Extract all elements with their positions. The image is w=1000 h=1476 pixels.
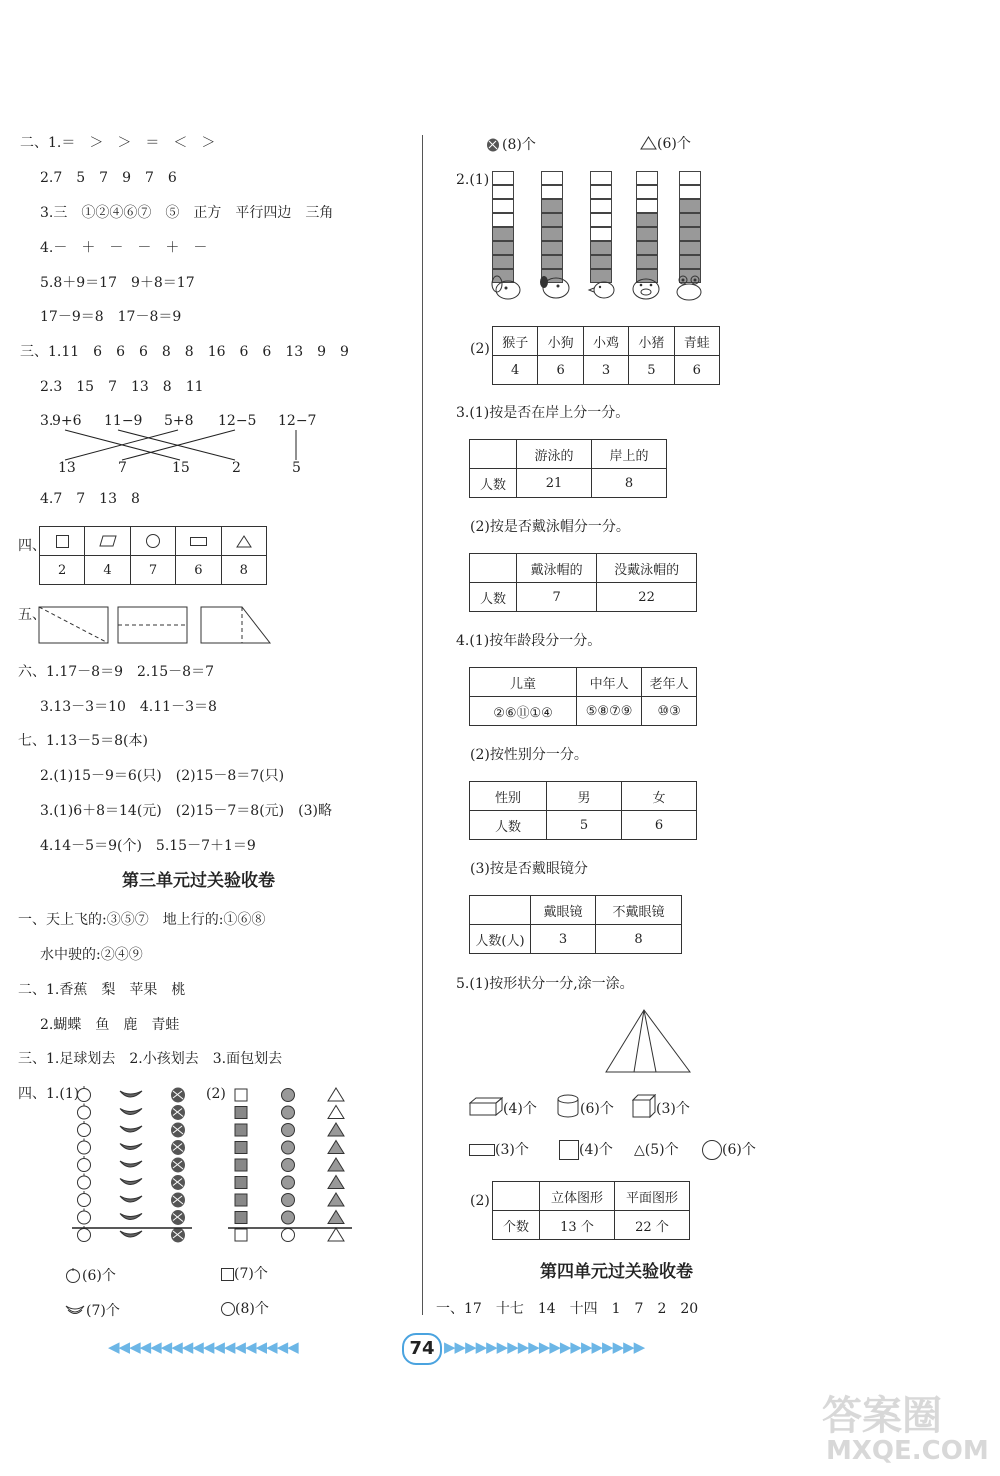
bar-cell	[541, 227, 563, 241]
right-arrows-decoration: ▶▶▶▶▶▶▶▶▶▶▶▶▶▶▶▶▶▶▶	[444, 1338, 645, 1356]
match-bottom-4: 2	[232, 460, 241, 476]
value-cell: 6	[674, 356, 719, 385]
divided-shapes	[38, 606, 274, 646]
answer-6-2: 3.13－3＝10 4.11－3＝8	[40, 699, 217, 715]
match-bottom-1: 13	[58, 460, 76, 476]
animal-row	[488, 270, 713, 306]
bar-cell	[679, 199, 701, 213]
match-top-2: 11−9	[104, 413, 143, 429]
answer-2-5a: 5.8＋9＝17 9＋8＝17	[40, 275, 195, 291]
triangle-column	[328, 1088, 344, 1241]
bar-cell	[492, 241, 514, 255]
unit3-answer-3: 三、1.足球划去 2.小孩划去 3.面包划去	[18, 1051, 283, 1067]
watermark-url: MXQE.COM	[826, 1436, 989, 1466]
square-count: (7)个	[221, 1267, 268, 1281]
bar-cell	[679, 227, 701, 241]
header-cell: 猴子	[493, 327, 538, 356]
shape-count-table	[39, 526, 267, 585]
bar-cell	[679, 171, 701, 185]
answer-7-1: 七、1.13－5＝8(本)	[18, 733, 148, 749]
apple-column	[78, 1086, 91, 1242]
triangle-icon	[236, 535, 252, 548]
bar-cell	[590, 171, 612, 185]
bar-cell	[492, 199, 514, 213]
chick-icon	[589, 282, 614, 298]
triangle-icon	[640, 136, 657, 150]
answer-2-5b: 17－9＝8 17－8＝9	[40, 309, 182, 325]
left-arrows-decoration: ◀◀◀◀◀◀◀◀◀◀◀◀◀◀◀◀◀◀	[108, 1338, 298, 1356]
apple-icon	[64, 1267, 82, 1283]
answer-3-1: 三、1.11 6 6 6 8 8 16 6 6 13 9 9	[20, 344, 349, 360]
bar-cell	[636, 171, 658, 185]
unit3-answer-2a: 二、1.香蕉 梨 苹果 桃	[18, 982, 186, 998]
bar-cell	[492, 171, 514, 185]
answer-2-2: 2.7 5 7 9 7 6	[40, 170, 177, 186]
unit3-answer-4-2-label: (2)	[206, 1086, 226, 1102]
square-cell	[40, 527, 85, 556]
match-bottom-3: 15	[172, 460, 190, 476]
gender-table: 性别 男 女 人数 5 6	[469, 781, 697, 840]
pyramid-figure	[604, 1008, 692, 1074]
bar-cell	[590, 255, 612, 269]
question-3-1: 3.(1)按是否在岸上分一分。	[456, 405, 630, 421]
cuboid-icon	[469, 1097, 503, 1117]
bar-cell	[492, 185, 514, 199]
bar-cell	[679, 255, 701, 269]
answer-2-1: 二、1.＝ ＞ ＞ ＝ ＜ ＞	[20, 135, 216, 151]
question-5-1: 5.(1)按形状分一分,涂一涂。	[456, 976, 634, 992]
question-5-2-label: (2)	[470, 1193, 490, 1209]
bar-cell	[590, 213, 612, 227]
banana-column	[120, 1091, 142, 1237]
rectangle-icon	[190, 537, 207, 546]
glasses-table: 戴眼镜 不戴眼镜 人数(人) 3 8	[469, 895, 682, 954]
watermark-logo: 答案圈	[822, 1393, 942, 1439]
count-cell: 6	[176, 556, 221, 585]
circle-icon	[221, 1302, 235, 1316]
cylinder-count: (6)个	[556, 1094, 614, 1118]
bar-cell	[636, 255, 658, 269]
bar-cell	[590, 199, 612, 213]
bar-cell	[679, 213, 701, 227]
bar-cell	[541, 255, 563, 269]
circle-count-right: (6)个	[702, 1140, 756, 1160]
triangle-cell	[221, 527, 266, 556]
match-bottom-2: 7	[118, 460, 127, 476]
fruit-count: (8)个	[484, 136, 536, 152]
cube-count: (3)个	[632, 1094, 690, 1118]
unit3-answer-1a: 一、天上飞的:③⑤⑦ 地上行的:①⑥⑧	[18, 912, 266, 928]
question-4-2: (2)按性别分一分。	[470, 747, 588, 763]
parallelogram-cell	[85, 527, 130, 556]
unit3-answer-4-label: 四、1.(1)	[18, 1086, 80, 1102]
match-top-1: 9+6	[52, 413, 82, 429]
unit3-answer-2b: 2.蝴蝶 鱼 鹿 青蛙	[40, 1017, 180, 1033]
swim-table-2: 戴泳帽的 没戴泳帽的 人数 7 22	[469, 553, 697, 612]
answer-6-1: 六、1.17－8＝9 2.15－8＝7	[18, 664, 214, 680]
frog-icon	[677, 276, 701, 300]
pig-icon	[633, 279, 659, 299]
count-cell: 8	[221, 556, 266, 585]
header-cell: 小猪	[629, 327, 674, 356]
count-cell: 7	[130, 556, 175, 585]
question-4-1: 4.(1)按年龄段分一分。	[456, 633, 602, 649]
bar-cell	[541, 199, 563, 213]
value-cell: 3	[583, 356, 628, 385]
question-3-2: (2)按是否戴泳帽分一分。	[470, 519, 630, 535]
pictograph	[70, 1085, 360, 1250]
answer-3-2: 2.3 15 7 13 8 11	[40, 379, 204, 395]
circle-icon	[146, 534, 160, 548]
square-column	[235, 1089, 247, 1241]
value-cell: 5	[629, 356, 674, 385]
bar-cell	[541, 171, 563, 185]
square-count-right: (4)个	[559, 1140, 613, 1160]
bar-cell	[492, 227, 514, 241]
cuboid-count: (4)个	[469, 1097, 537, 1117]
rectangle-cell	[176, 527, 221, 556]
cylinder-icon	[556, 1094, 580, 1118]
bar-cell	[590, 227, 612, 241]
match-top-4: 12−5	[218, 413, 257, 429]
answer-7-2: 2.(1)15－9＝6(只) (2)15－8＝7(只)	[40, 768, 285, 784]
banana-icon	[64, 1302, 86, 1318]
circle-count: (8)个	[221, 1302, 269, 1316]
matching-lines	[40, 428, 320, 462]
bar-cell	[492, 213, 514, 227]
section-5-label: 五、	[18, 607, 46, 623]
bar-cell	[590, 185, 612, 199]
unit3-answer-1b: 水中驶的:②④⑨	[40, 947, 143, 963]
bar-cell	[679, 241, 701, 255]
parallelogram-icon	[99, 535, 117, 547]
pineapple-column	[171, 1088, 185, 1243]
swim-table-1: 游泳的 岸上的 人数 21 8	[469, 439, 667, 498]
bar-cell	[636, 213, 658, 227]
bar-cell	[636, 185, 658, 199]
column-divider	[422, 135, 423, 1315]
value-cell: 6	[538, 356, 583, 385]
match-bottom-5: 5	[292, 460, 301, 476]
circle-column	[282, 1089, 295, 1242]
answer-7-3: 3.(1)6＋8＝14(元) (2)15－7＝8(元) (3)略	[40, 803, 332, 819]
circle-cell	[130, 527, 175, 556]
answer-2-3: 3.三 ①②④⑥⑦ ⑤ 正方 平行四边 三角	[40, 205, 334, 221]
circle-icon	[702, 1140, 722, 1160]
question-2-1-label: 2.(1)	[456, 172, 490, 188]
age-table: 儿童 中年人 老年人 ②⑥⑪①④ ⑤⑧⑦⑨ ⑩③	[469, 667, 697, 726]
banana-count: (7)个	[64, 1302, 120, 1318]
bar-cell	[541, 241, 563, 255]
rectangle-icon	[469, 1144, 495, 1156]
bar-cell	[679, 185, 701, 199]
apple-count: (6)个	[64, 1267, 116, 1283]
value-cell: 4	[493, 356, 538, 385]
question-4-3: (3)按是否戴眼镜分	[470, 861, 588, 877]
square-icon	[56, 535, 69, 548]
match-top-3: 5+8	[164, 413, 194, 429]
page-number: 74	[402, 1333, 442, 1365]
triangle-count-right: △(5)个	[634, 1142, 679, 1158]
answer-3-3-prefix: 3.	[40, 413, 54, 429]
bar-cell	[541, 213, 563, 227]
solid-plane-table: 立体图形 平面图形 个数 13 个 22 个	[492, 1181, 690, 1240]
count-cell: 4	[85, 556, 130, 585]
answer-2-4: 4.－ ＋ － － ＋ －	[40, 240, 208, 256]
animal-table	[492, 326, 720, 385]
square-icon	[559, 1140, 579, 1160]
bar-cell	[636, 199, 658, 213]
match-top-5: 12−7	[278, 413, 317, 429]
cube-icon	[632, 1094, 656, 1118]
unit4-answer-1: 一、17 十七 14 十四 1 7 2 20	[436, 1301, 699, 1317]
bar-cell	[492, 255, 514, 269]
pineapple-icon	[484, 136, 502, 152]
triangle-count-top: (6)个	[640, 136, 691, 151]
unit-4-title: 第四单元过关验收卷	[540, 1262, 693, 1282]
bar-cell	[636, 241, 658, 255]
header-cell: 小鸡	[583, 327, 628, 356]
unit-3-title: 第三单元过关验收卷	[122, 871, 275, 891]
header-cell: 青蛙	[674, 327, 719, 356]
header-cell: 小狗	[538, 327, 583, 356]
dog-icon	[492, 276, 520, 299]
puppy-icon	[540, 276, 569, 298]
rectangle-count: (3)个	[469, 1143, 529, 1157]
answer-3-4: 4.7 7 13 8	[40, 491, 140, 507]
question-2-2-label: (2)	[470, 341, 490, 357]
bar-cell	[636, 227, 658, 241]
square-icon	[221, 1268, 234, 1281]
count-cell: 2	[40, 556, 85, 585]
answer-7-4: 4.14－5＝9(个) 5.15－7＋1＝9	[40, 838, 256, 854]
section-4-label: 四、	[18, 538, 46, 554]
bar-cell	[541, 185, 563, 199]
bar-cell	[590, 241, 612, 255]
